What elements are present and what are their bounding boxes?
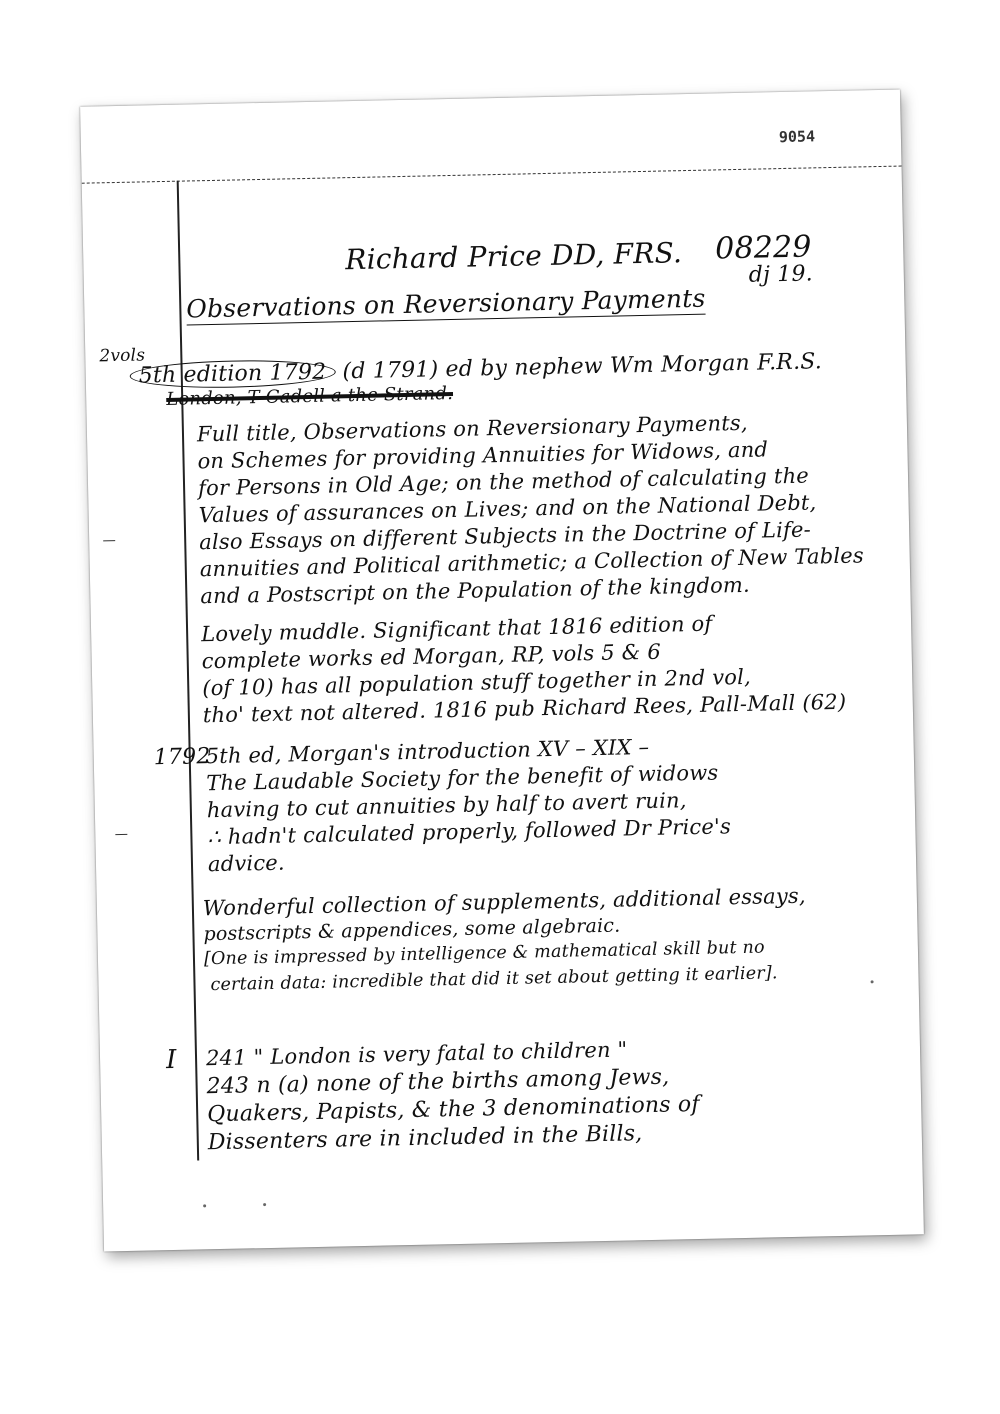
supplements-note-line: postscripts & appendices, some algebraic. [203, 914, 621, 946]
muddle-note-line: tho' text not altered. 1816 pub Richard Rees, Pall-Mall (62) [202, 689, 847, 728]
muddle-note-line: complete works ed Morgan, RP, vols 5 & 6 [201, 639, 662, 674]
supplements-note-line: [One is impressed by intelligence & mathematical skill but no [203, 937, 765, 970]
document-title: Observations on Reversionary Payments [186, 283, 706, 324]
full-title-line: Full title, Observations on Reversionary Payments, [196, 410, 748, 447]
note-I-line: 241 " London is very fatal to children " [205, 1037, 628, 1071]
full-title-line: annuities and Political arithmetic; a Collection of New Tables [199, 543, 865, 582]
note-1792-line: 5th ed, Morgan's introduction XV – XIX – [205, 734, 650, 769]
edition-circled: 5th edition 1792 [129, 358, 335, 389]
margin-vols: 2vols [99, 345, 146, 367]
edition-details: (d 1791) ed by nephew Wm Morgan F.R.S. [342, 349, 823, 385]
note-1792-line: The Laudable Society for the benefit of widows [206, 760, 719, 796]
note-1792-line: advice. [207, 850, 286, 877]
author-line: Richard Price DD, FRS. [345, 236, 683, 277]
muddle-note-line: (of 10) has all population stuff together in 2nd vol, [202, 664, 752, 701]
full-title-line: on Schemes for providing Annuities for Widows, and [197, 437, 769, 474]
publisher-line: London, T Cadell a the Strand. [166, 382, 454, 410]
full-title-line: and a Postscript on the Population of the kingdom. [200, 572, 751, 609]
full-title-line: for Persons in Old Age; on the method of calculating the [197, 463, 810, 501]
reference-id: 08229 [714, 229, 813, 267]
note-1792-label: 1792 [153, 744, 211, 771]
speck [263, 1203, 266, 1206]
note-1792-line: ∴ hadn't calculated properly, followed Dr Price's [207, 814, 732, 850]
note-I-line: 243 n (a) none of the births among Jews, [206, 1064, 670, 1100]
full-title-line: Values of assurances on Lives; and on the National Debt, [198, 490, 817, 528]
margin-mark [115, 834, 127, 835]
supplements-note-line: certain data: incredible that did it set about getting it earlier]. [210, 963, 778, 996]
full-title-line: also Essays on different Subjects in the Doctrine of Life- [198, 517, 812, 555]
reference-sub: dj 19. [748, 261, 814, 288]
manuscript-page [80, 90, 924, 1252]
page-number-stamp: 9054 [778, 127, 816, 147]
margin-rule [177, 181, 200, 1161]
note-I-line: Quakers, Papists, & the 3 denominations of [206, 1091, 700, 1128]
edition-line [138, 349, 823, 389]
note-1792-line: having to cut annuities by half to avert ruin, [206, 788, 687, 823]
speck [871, 980, 874, 983]
speck [203, 1204, 206, 1207]
muddle-note-line: Lovely muddle. Significant that 1816 edition of [200, 611, 713, 647]
margin-mark [103, 540, 115, 541]
supplements-note-line: Wonderful collection of supplements, additional essays, [202, 883, 807, 921]
note-I-line: Dissenters are in included in the Bills, [207, 1121, 643, 1156]
note-I-label: I [165, 1044, 177, 1076]
top-rule [82, 166, 902, 184]
